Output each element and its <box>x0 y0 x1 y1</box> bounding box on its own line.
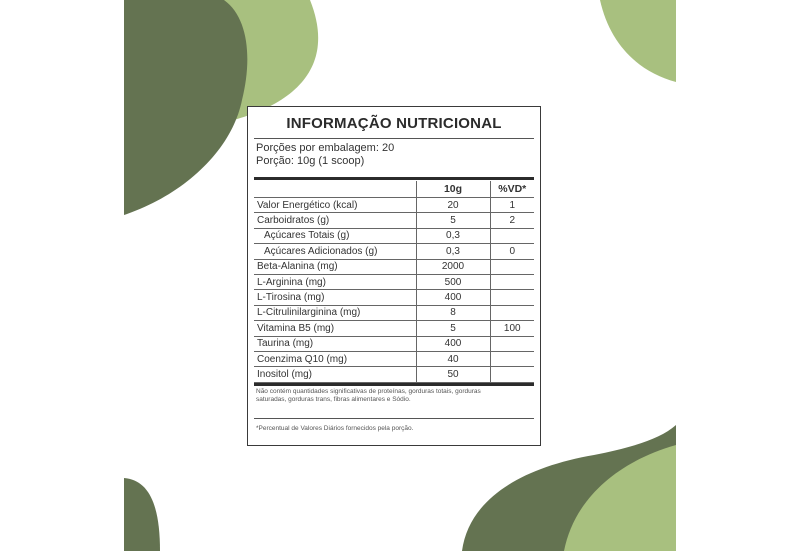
portion-size: Porção: 10g (1 scoop) <box>256 155 365 167</box>
divider <box>254 138 534 139</box>
nutrient-vd <box>490 274 534 289</box>
nutrient-name: Carboidratos (g) <box>254 213 416 228</box>
table-row <box>254 305 534 320</box>
nutrient-vd: 1 <box>490 198 534 213</box>
nutrient-amount: 400 <box>416 336 490 351</box>
nutrient-name: L-Arginina (mg) <box>254 274 416 289</box>
nutrient-name: Valor Energético (kcal) <box>254 198 416 213</box>
nutrient-vd <box>490 259 534 274</box>
nutrient-note <box>256 388 481 404</box>
nutrient-name: Vitamina B5 (mg) <box>254 321 416 336</box>
nutrient-vd <box>490 228 534 243</box>
table-header-row <box>254 181 534 198</box>
portions-per-package: Porções por embalagem: 20 <box>256 142 395 154</box>
nutrient-amount: 5 <box>416 213 490 228</box>
header-nutrient <box>254 181 416 198</box>
nutrient-name: Açúcares Totais (g) <box>254 228 416 243</box>
nutrient-amount: 8 <box>416 305 490 320</box>
header-amount: 10g <box>416 181 490 198</box>
nutrient-amount: 40 <box>416 351 490 366</box>
nutrient-name: Taurina (mg) <box>254 336 416 351</box>
thick-divider-bottom <box>254 383 534 386</box>
table-row <box>254 259 534 274</box>
nutrient-amount: 500 <box>416 274 490 289</box>
table-row <box>254 213 534 228</box>
top-right-light-blob <box>600 0 676 82</box>
nutrient-amount: 50 <box>416 367 490 382</box>
nutrient-name: Coenzima Q10 (mg) <box>254 351 416 366</box>
table-row <box>254 321 534 336</box>
nutrient-amount: 0,3 <box>416 244 490 259</box>
nutrient-vd <box>490 290 534 305</box>
nutrient-amount: 0,3 <box>416 228 490 243</box>
nutrient-name: Inositol (mg) <box>254 367 416 382</box>
nutrient-vd: 0 <box>490 244 534 259</box>
nutrient-name: Açúcares Adicionados (g) <box>254 244 416 259</box>
note-line: Não contém quantidades significativas de proteínas, gorduras totais, gorduras <box>256 388 481 395</box>
nutrient-amount: 20 <box>416 198 490 213</box>
portion-info <box>256 142 394 168</box>
nutrition-table <box>254 181 534 383</box>
note-line: saturadas, gorduras trans, fibras alimentares e Sódio. <box>256 396 411 403</box>
nutrient-name: Beta-Alanina (mg) <box>254 259 416 274</box>
table-row <box>254 290 534 305</box>
nutrient-amount: 400 <box>416 290 490 305</box>
header-vd: %VD* <box>490 181 534 198</box>
table-row <box>254 336 534 351</box>
label-title: INFORMAÇÃO NUTRICIONAL <box>286 115 502 132</box>
nutrient-vd: 2 <box>490 213 534 228</box>
divider <box>254 418 534 419</box>
nutrient-amount: 2000 <box>416 259 490 274</box>
nutrient-vd <box>490 336 534 351</box>
vd-footnote: *Percentual de Valores Diários fornecidos pela porção. <box>256 425 414 432</box>
nutrient-amount: 5 <box>416 321 490 336</box>
table-row <box>254 228 534 243</box>
table-row <box>254 367 534 382</box>
nutrient-vd <box>490 351 534 366</box>
bottom-left-dark-blob <box>124 478 160 551</box>
nutrient-vd: 100 <box>490 321 534 336</box>
nutrient-name: L-Citrulinilarginina (mg) <box>254 305 416 320</box>
nutrient-vd <box>490 367 534 382</box>
nutrient-name: L-Tirosina (mg) <box>254 290 416 305</box>
table-row <box>254 244 534 259</box>
table-row <box>254 351 534 366</box>
table-row <box>254 274 534 289</box>
nutrition-facts-label <box>247 106 541 446</box>
thick-divider <box>254 177 534 180</box>
table-row <box>254 198 534 213</box>
top-left-dark-blob <box>124 0 247 215</box>
nutrient-vd <box>490 305 534 320</box>
